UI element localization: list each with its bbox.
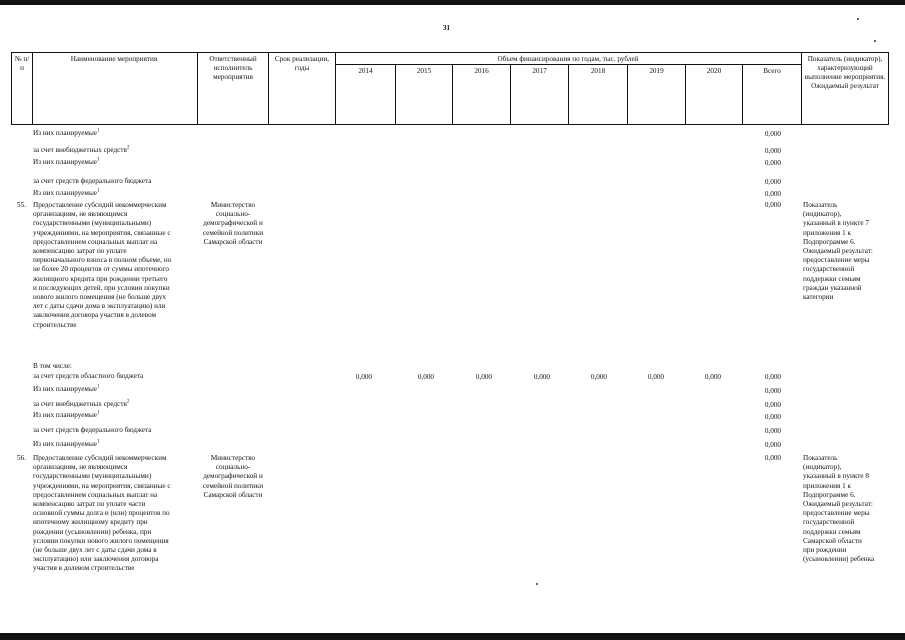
scan-speck	[874, 40, 876, 42]
item-indicator: Показатель (индикатор), указанный в пункте 7 приложения 1 к Подпрограмме 6. Ожидаемый результат: предоставление меры государственной поддержки семьям граждан указанной категории	[803, 201, 873, 302]
row-label: Из них планируемые$^1$	[33, 384, 100, 393]
year-value: 0,000	[704, 373, 721, 381]
item-total: 0,000	[764, 454, 781, 462]
header-year: 2014	[358, 67, 373, 75]
item-total: 0,000	[764, 201, 781, 209]
row-total: 0,000	[764, 427, 781, 435]
header-year: 2017	[532, 67, 547, 75]
header-name: Наименование мероприятия	[70, 55, 158, 63]
including-label: В том числе:	[33, 362, 72, 370]
row-total: 0,000	[764, 178, 781, 186]
row-total: 0,000	[764, 441, 781, 449]
item-responsible: Министерство социально- демографической и семейной политики Самарской области	[202, 454, 264, 499]
row-label: за счет внебюджетных средств$^2$	[33, 399, 130, 408]
header-year: 2016	[474, 67, 489, 75]
header-total: Всего	[763, 67, 781, 75]
year-value: 0,000	[417, 373, 434, 381]
header-year: 2020	[706, 67, 722, 75]
row-label: за счет средств областного бюджета	[33, 372, 144, 380]
row-label: Из них планируемые$^1$	[33, 410, 100, 419]
item-number: 56.	[17, 454, 26, 462]
row-label: Из них планируемые$^1$	[33, 128, 100, 137]
header-num: № п/п	[14, 55, 30, 72]
item-name: Предоставление субсидий некоммерческим организациям, не являющимся государственными (муниципальными) учреждениями, на мероприятия, связанные с предоставлением социальных выплат на компенсацию затрат по уплате части основной суммы долга и (или) процентов по ипотечному жилищному кредиту при рождении (усыновлении) ребенка, при условии покупки нового жилого помещения (не больше двух лет с даты сдачи дома в эксплуатацию) или заключения договора участия в долевом строительстве	[33, 454, 171, 573]
row-label: Из них планируемые$^1$	[33, 439, 100, 448]
year-value: 0,000	[647, 373, 664, 381]
item-number: 55.	[17, 201, 26, 209]
row-label: Из них планируемые$^1$	[33, 157, 100, 166]
row-total: 0,000	[764, 190, 781, 198]
row-total: 0,000	[764, 130, 781, 138]
scan-edge-bottom	[0, 633, 905, 640]
row-label: за счет средств федерального бюджета	[33, 426, 152, 434]
row-label: за счет внебюджетных средств$^2$	[33, 145, 130, 154]
scan-speck	[857, 18, 859, 20]
header-period: Срок реализации, годы	[274, 55, 330, 72]
row-total: 0,000	[764, 413, 781, 421]
year-value: 0,000	[533, 373, 550, 381]
row-total: 0,000	[764, 373, 781, 381]
scan-speck	[536, 583, 538, 585]
table-header	[11, 52, 889, 125]
year-value: 0,000	[355, 373, 372, 381]
item-indicator: Показатель (индикатор), указанный в пункте 8 приложения 1 к Подпрограмме 6. Ожидаемый результат: предоставление меры государственной поддержки семьям Самарской области при рождении (усыновлении) ребенка	[803, 454, 875, 564]
year-value: 0,000	[475, 373, 492, 381]
header-year: 2019	[649, 67, 664, 75]
row-total: 0,000	[764, 159, 781, 167]
header-responsible: Ответственный исполнитель мероприятия	[209, 55, 257, 81]
header-financing: Объем финансирования по годам, тыс. рублей	[497, 55, 639, 63]
item-responsible: Министерство социально- демографической и семейной политики Самарской области	[202, 201, 264, 246]
row-total: 0,000	[764, 147, 781, 155]
scan-edge-top	[0, 0, 905, 5]
year-value: 0,000	[590, 373, 607, 381]
page-number: 31	[443, 24, 450, 32]
row-total: 0,000	[764, 387, 781, 395]
header-year: 2015	[416, 67, 432, 75]
item-name: Предоставление субсидий некоммерческим организациям, не являющимся государственными (муниципальными) учреждениями, на мероприятия, связанные с предоставлением социальных выплат на компенсацию затрат по уплате первоначального взноса в полном объеме, но не более 20 процентов от суммы ипотечного жилищного кредита при рождении третьего и последующих детей, при условии покупки нового жилого помещения (не больше двух лет с даты сдачи дома в эксплуатацию) или заключения договора участия в долевом строительстве	[33, 201, 172, 329]
row-label: за счет средств федерального бюджета	[33, 177, 152, 185]
header-year: 2018	[590, 67, 606, 75]
row-label: Из них планируемые$^1$	[33, 188, 100, 197]
header-indicator: Показатель (индикатор), характеризующий выполнение мероприятия. Ожидаемый результат	[804, 55, 886, 90]
row-total: 0,000	[764, 401, 781, 409]
